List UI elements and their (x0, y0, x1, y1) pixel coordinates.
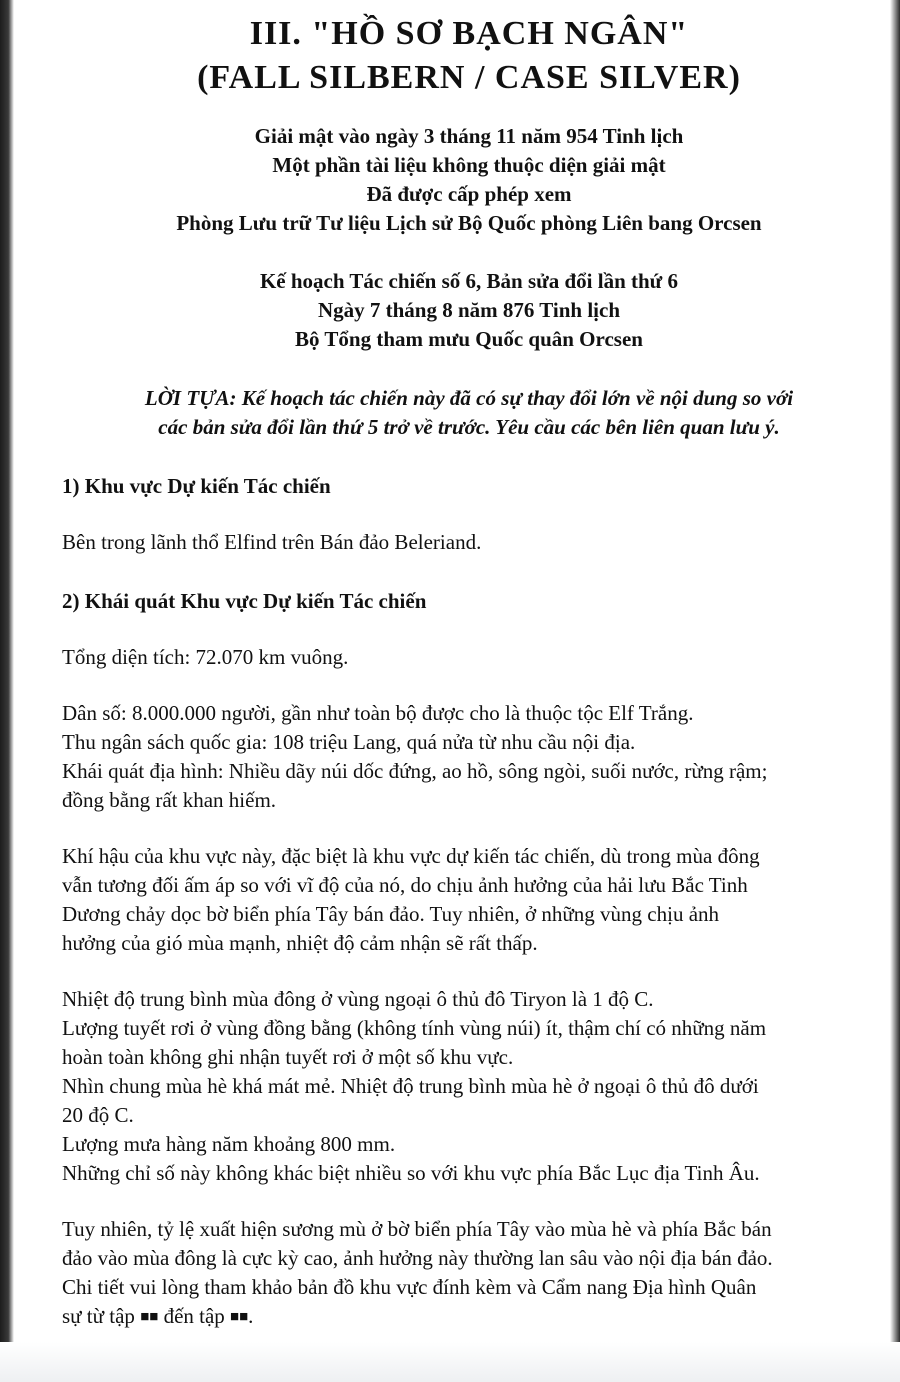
declassification-block (62, 122, 876, 238)
plan-line: Bộ Tổng tham mưu Quốc quân Orcsen (295, 327, 643, 351)
climate-line: hưởng của gió mùa mạnh, nhiệt độ cảm nhận sẽ rất thấp. (62, 931, 538, 955)
fog-line: đảo vào mùa đông là cực kỳ cao, ảnh hưởng này thường lan sâu vào nội địa bán đảo. (62, 1246, 773, 1270)
stats-line: Khái quát địa hình: Nhiều dãy núi dốc đứng, ao hồ, sông ngòi, suối nước, rừng rậm; (62, 759, 768, 783)
plan-line: Ngày 7 tháng 8 năm 876 Tinh lịch (317, 298, 621, 322)
stats-line: Dân số: 8.000.000 người, gần như toàn bộ được cho là thuộc tộc Elf Trắng. (62, 701, 694, 725)
preface (62, 384, 876, 442)
declass-line: Một phần tài liệu không thuộc diện giải mật (272, 153, 666, 177)
weather-line: hoàn toàn không ghi nhận tuyết rơi ở một số khu vực. (62, 1045, 514, 1069)
weather-paragraph (62, 985, 876, 1188)
left-edge-shadow (0, 0, 14, 1382)
weather-line: Lượng tuyết rơi ở vùng đồng bằng (không tính vùng núi) ít, thậm chí có những năm (62, 1016, 767, 1040)
declass-line: Giải mật vào ngày 3 tháng 11 năm 954 Tinh lịch (254, 124, 684, 148)
weather-line: Nhiệt độ trung bình mùa đông ở vùng ngoại ô thủ đô Tiryon là 1 độ C. (62, 987, 654, 1011)
area-text: Tổng diện tích: 72.070 km vuông. (62, 645, 349, 669)
plan-line: Kế hoạch Tác chiến số 6, Bản sửa đổi lần thứ 6 (259, 269, 679, 293)
fog-line: Tuy nhiên, tỷ lệ xuất hiện sương mù ở bờ biển phía Tây vào mùa hè và phía Bắc bán (62, 1217, 772, 1241)
fog-last-text: đến tập (158, 1304, 231, 1328)
preface-line: LỜI TỰA: Kế hoạch tác chiến này đã có sự thay đổi lớn về nội dung so với (144, 386, 794, 410)
climate-line: Dương chảy dọc bờ biển phía Tây bán đảo. Tuy nhiên, ở những vùng chịu ảnh (62, 902, 720, 926)
redaction-mark: ■■ (140, 1309, 159, 1325)
title-line-1: III. "HỒ SƠ BẠCH NGÂN" (249, 15, 689, 52)
fog-paragraph (62, 1215, 876, 1334)
fog-last-text: sự từ tập (62, 1304, 141, 1328)
climate-line: Khí hậu của khu vực này, đặc biệt là khu vực dự kiến tác chiến, dù trong mùa đông (62, 844, 760, 868)
preface-line: các bản sửa đổi lần thứ 5 trở về trước. Yêu cầu các bên liên quan lưu ý. (158, 415, 780, 439)
title-line-2: (FALL SILBERN / CASE SILVER) (197, 59, 741, 96)
right-edge-shadow (890, 0, 900, 1382)
climate-line: vẫn tương đối ấm áp so với vĩ độ của nó, do chịu ảnh hưởng của hải lưu Bắc Tinh (62, 873, 748, 897)
stats-line: đồng bằng rất khan hiếm. (62, 788, 277, 812)
bottom-edge (0, 1342, 900, 1382)
section-1-heading: 1) Khu vực Dự kiến Tác chiến (62, 474, 331, 498)
climate-paragraph (62, 842, 876, 958)
fog-line: Chi tiết vui lòng tham khảo bản đồ khu vực đính kèm và Cẩm nang Địa hình Quân (62, 1275, 757, 1299)
redaction-mark: ■■ (230, 1309, 249, 1325)
fog-last-line (62, 1302, 876, 1334)
section-2-heading: 2) Khái quát Khu vực Dự kiến Tác chiến (62, 589, 427, 613)
plan-info-block (62, 267, 876, 354)
weather-line: Nhìn chung mùa hè khá mát mẻ. Nhiệt độ trung bình mùa hè ở ngoại ô thủ đô dưới (62, 1074, 759, 1098)
stats-paragraph (62, 699, 876, 815)
document-title (62, 0, 876, 100)
weather-line: Lượng mưa hàng năm khoảng 800 mm. (62, 1132, 396, 1156)
declass-line: Phòng Lưu trữ Tư liệu Lịch sử Bộ Quốc phòng Liên bang Orcsen (176, 211, 762, 235)
fog-last-text: . (248, 1304, 254, 1328)
stats-line: Thu ngân sách quốc gia: 108 triệu Lang, quá nửa từ nhu cầu nội địa. (62, 730, 636, 754)
weather-line: Những chỉ số này không khác biệt nhiều so với khu vực phía Bắc Lục địa Tinh Âu. (62, 1161, 760, 1185)
section-1-text: Bên trong lãnh thổ Elfind trên Bán đảo Beleriand. (62, 530, 482, 554)
declass-line: Đã được cấp phép xem (366, 182, 572, 206)
weather-line: 20 độ C. (62, 1103, 134, 1127)
